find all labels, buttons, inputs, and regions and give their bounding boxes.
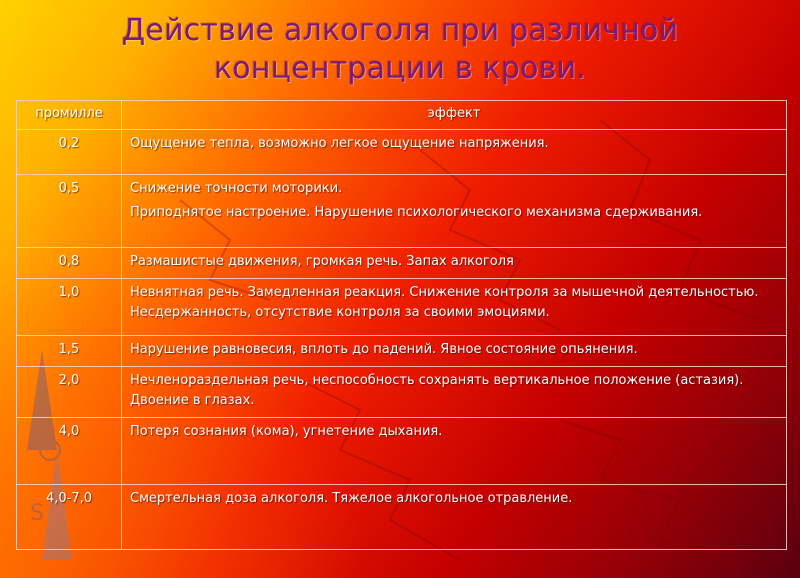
- table-row: [17, 367, 787, 418]
- effect-line: Приподнятое настроение. Нарушение психологического механизма сдерживания.: [130, 205, 703, 220]
- header-promille: промилле: [17, 101, 122, 130]
- table-row: [17, 279, 787, 336]
- effect-text: [122, 130, 787, 175]
- table-row: [17, 336, 787, 367]
- effect-text: [122, 485, 787, 550]
- effect-line: Размашистые движения, громкая речь. Запах алкоголя: [130, 254, 514, 269]
- effect-text: [122, 248, 787, 279]
- promille-value: 2,0: [17, 367, 122, 418]
- effect-line: Нечленораздельная речь, неспособность сохранять вертикальное положение (астазия). Двоение в глазах.: [130, 373, 744, 408]
- svg-text:S: S: [30, 501, 44, 526]
- header-effect: эффект: [122, 101, 787, 130]
- effect-line: Невнятная речь. Замедленная реакция. Снижение контроля за мышечной деятельностью. Несдержанность, отсутствие контроля за своими эмоциями.: [130, 285, 759, 320]
- effect-text: [122, 418, 787, 485]
- promille-value: 1,5: [17, 336, 122, 367]
- promille-value: 0,8: [17, 248, 122, 279]
- effect-line: Нарушение равновесия, вплоть до падений. Явное состояние опьянения.: [130, 342, 638, 357]
- table-row: [17, 485, 787, 550]
- table-row: [17, 418, 787, 485]
- effect-line: Снижение точности моторики.: [130, 181, 343, 196]
- promille-value: 0,2: [17, 130, 122, 175]
- effect-line: Потеря сознания (кома), угнетение дыхания.: [130, 424, 443, 439]
- effect-text: [122, 336, 787, 367]
- table-row: [17, 130, 787, 175]
- alcohol-effects-table: [16, 100, 787, 550]
- page-title: Действие алкоголя при различной концентрации в крови.: [121, 13, 679, 86]
- promille-value: 4,0: [17, 418, 122, 485]
- effect-text: [122, 367, 787, 418]
- effect-line: Смертельная доза алкоголя. Тяжелое алкогольное отравление.: [130, 491, 573, 506]
- effect-line: Ощущение тепла, возможно легкое ощущение напряжения.: [130, 136, 549, 151]
- table-row: [17, 175, 787, 248]
- promille-value: 1,0: [17, 279, 122, 336]
- promille-value: 4,0-7,0: [17, 485, 122, 550]
- table-header-row: [17, 101, 787, 130]
- table-row: [17, 248, 787, 279]
- effect-text: [122, 279, 787, 336]
- promille-value: 0,5: [17, 175, 122, 248]
- effect-text: [122, 175, 787, 248]
